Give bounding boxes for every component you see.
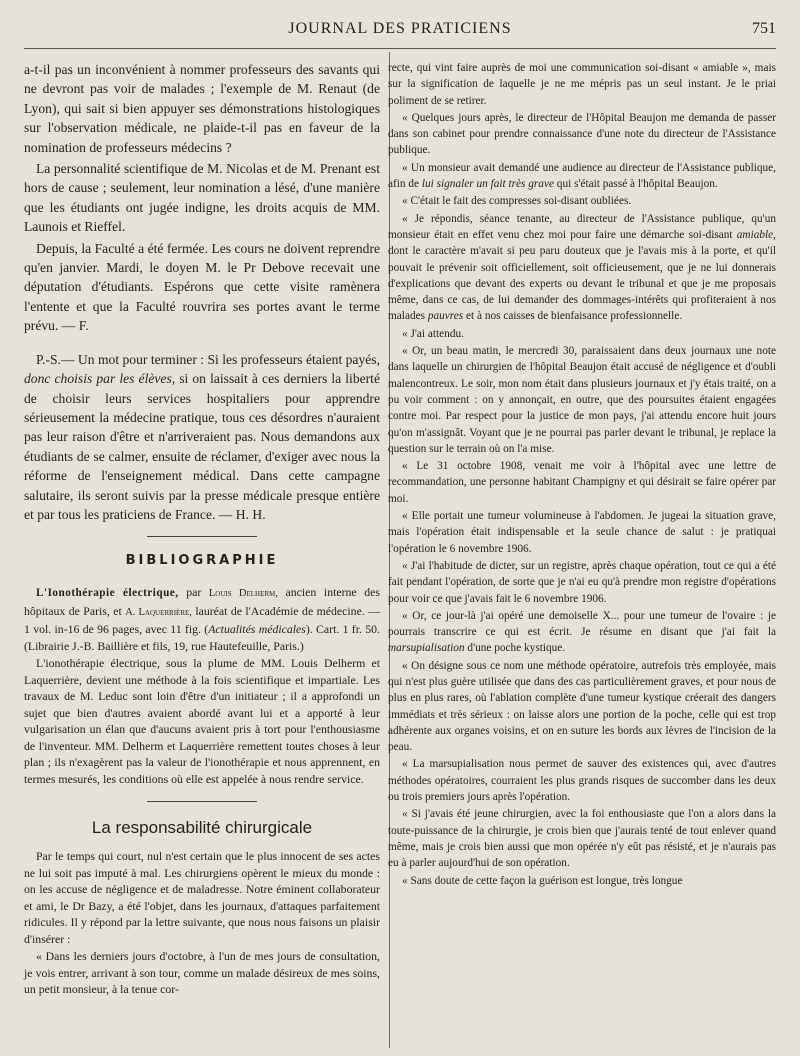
paragraph: « Le 31 octobre 1908, venait me voir à l'hôpital avec une lettre de recommandation, une personne habitant Champigny et qui désirait se faire opérer par moi.	[388, 460, 776, 505]
author-name: Louis Delherm,	[208, 588, 278, 600]
paragraph: « J'ai l'habitude de dicter, sur un registre, après chaque opération, tout ce qui a été fait pendant l'opération, de sorte que je n'ai eu qu'à prendre mon registre d'opérations pour voir ce que j'avais fait le 6 novembre 1906.	[388, 559, 776, 605]
page-header	[24, 20, 776, 46]
right-column	[388, 60, 776, 890]
paragraph: Par le temps qui court, nul n'est certain que le plus innocent de ses actes ne lui soit pas imputé à mal. Les chirurgiens opèrent le mieux du monde : on les accuse de négligence et de maladresse. Notre éminent collaborateur et ami, le Dr Bazy, a été l'objet, dans les journaux, d'attaques parfaitement ridicules. Il y répond par la lettre suivante, que nous nous faisons un plaisir d'insérer :	[24, 849, 380, 946]
paragraph: « C'était le fait des compresses soi-disant oubliées.	[402, 195, 632, 208]
paragraph-text: d'une poche kystique.	[464, 642, 566, 655]
paragraph-text: « Or, ce jour-là j'ai opéré une demoiselle X... pour une tumeur de l'ovaire : je pourrais transcrire ce qui est écrit. Je résume en disant que j'ai fait la	[388, 609, 776, 639]
paragraph-italic: lui signaler un fait très grave	[421, 178, 554, 191]
page-number: 751	[752, 20, 776, 37]
article-heading: La responsabilité chirurgicale	[91, 818, 313, 838]
left-column	[24, 60, 380, 999]
paragraph: « Or, un beau matin, le mercredi 30, paraissaient dans deux journaux une note dans laquelle un chirurgien de l'hôpital Beaujon était accusé de négligence et d'oubli malencontreux. Le soir, mon nom était dans plusieurs journaux et j'y étais traité, on a pu voir comment : on y annonçait, en outre, que des poursuites étaient engagées contre moi. Par respect pour la justice de mon pays, j'ai attendu encore huit jours qu'on m'assignât. Voyant que je ne pourrai pas parler devant le tribunal, je replace la question sur le terrain où on l'a mise.	[388, 345, 776, 455]
header-rule	[24, 48, 776, 49]
paragraph-text: et à nos caisses de bienfaisance professionnelle.	[463, 310, 683, 323]
paragraph-text: « Un monsieur avait demandé une audience au directeur de l'Assistance publique, afin de	[388, 161, 776, 191]
running-title: JOURNAL DES PRATICIENS	[288, 20, 512, 37]
paragraph: recte, qui vint faire auprès de moi une communication soi-disant « amiable », mais sur la signification de laquelle je ne me mépris pas un seul instant. Je le priai poliment de se retirer.	[388, 62, 776, 107]
postscript-paragraph	[24, 350, 380, 525]
paragraph: « On désigne sous ce nom une méthode opératoire, autrefois très employée, mais qui n'est plus guère utilisée que dans des cas particulièrement graves, et pour nous de plus en plus rares, où l'ablation complète d'une tumeur kystique créerait des dangers immédiats et très sérieux : on laisse alors une portion de la poche, celle qui est trop adhérente aux organes voisins, et on en suture les bords aux lèvres de l'incision de la peau.	[388, 659, 776, 754]
book-title: L'Ionothérapie électrique,	[36, 587, 179, 600]
paragraph-text: dont le caractère m'avait si peu paru douteux que je l'avais mis à la porte, et qu'il pouvait le prévenir soit officiellement, soit officieusement, que je ne lui donnerais d'explications que devant des experts ou devant le tribunal et que je me proposais même, dans ce cas, de lui demander des dommages-intérêts qui profiteraient à nos malades	[388, 245, 776, 323]
paragraph: « J'ai attendu.	[402, 327, 464, 340]
paragraph-italic: marsupialisation	[388, 642, 465, 655]
entry-text: lauréat de l'Académie de médecine. — 1 vol. in-16 de 96 pages, avec 11 fig. (	[24, 603, 380, 637]
section-rule	[147, 801, 257, 802]
entry-text: ). Cart. 1 fr. 50. (Librairie J.-B. Baillière et fils, 19, rue Hautefeuille, Paris.)	[24, 622, 381, 653]
paragraph: « Elle portait une tumeur volumineuse à l'abdomen. Je jugeai la situation grave, mais l'opération était indispensable et la seule chance de salut : je pratiquai l'opération le 6 novembre 1906.	[388, 510, 776, 555]
paragraph-text: qui s'était passé à l'hôpital Beaujon.	[553, 178, 718, 191]
postscript-text: si on laissait à ces derniers la liberté de choisir leurs services hospitaliers pour apprendre sérieusement la médecine pratique, tous ces désordres n'auraient pas leur raison d'être et n'arriveraient pas. Nous demandons aux étudiants de se calmer, ensuite de réclamer, d'exiger avec nous la réforme de l'enseignement médical. Dans cette campagne salutaire, ils seront suivis par la presse médicale presque entière et par tous les praticiens de France. — H. H.	[24, 371, 380, 522]
section-rule	[147, 536, 257, 537]
paragraph	[388, 608, 776, 657]
bibliography-entry	[24, 584, 380, 654]
postscript-text: P.-S.— Un mot pour terminer : Si les professeurs étaient payés,	[36, 351, 380, 367]
paragraph: « Sans doute de cette façon la guérison est longue, très longue	[402, 874, 683, 887]
bibliography-review: L'ionothérapie électrique, sous la plume de MM. Louis Delherm et Laquerrière, devient une méthode à la fois scientifique et impartiale. Les travaux de M. Leduc sont loin d'être d'un initiateur ; il a approfondi un sujet que bien d'autres avaient abordé avant lui et a apporté à leur vulgarisation un élan que d'aucuns avaient pris à tort pour l'enthousiasme de l'inventeur. MM. Delherm et Laquerrière remettent toutes choses à leur plan ; ils n'exagèrent pas la valeur de l'ionothérapie et nous apprennent, en termes mesurés, les conditions où elle est appelée à nous rendre service.	[24, 656, 380, 786]
entry-text: par	[178, 585, 209, 600]
paragraph: « Dans les derniers jours d'octobre, à l'un de mes jours de consultation, je vois entrer, arrivant à son tour, comme un malade désireux de mes soins, un petit monsieur, à la tenue cor-	[24, 949, 380, 997]
paragraph-italic: pauvres	[427, 310, 464, 323]
paragraph: « Si j'avais été jeune chirurgien, avec la foi enthousiaste que l'on a alors dans la toute-puissance de la chirurgie, je crois bien que j'aurais tenté de tout enlever quand même, mais je crois bien aussi que mon opérée n'y eût pas résisté, et je n'aurais pas eu à parler aujourd'hui de son opération.	[388, 808, 776, 870]
series-name: Actualités médicales	[208, 622, 306, 637]
paragraph: Depuis, la Faculté a été fermée. Les cours ne doivent reprendre qu'en janvier. Mardi, le doyen M. le Pr Debove recevait une députation d'étudiants. Espérons que cette visite ramènera l'entente et que la Faculté rouvrira ses portes avant le terme prévu. — F.	[24, 240, 380, 334]
paragraph-text: « Je répondis, séance tenante, au directeur de l'Assistance publique, qu'un monsieur était en effet venu chez moi pour faire une démarche soi-disant	[388, 212, 776, 241]
author-name: A. Laquerrière,	[125, 606, 192, 618]
postscript-italic: donc choisis par les élèves,	[24, 371, 176, 387]
entry-text: ancien interne des hôpitaux de Paris, et	[24, 585, 381, 618]
paragraph	[388, 160, 776, 193]
paragraph	[388, 211, 776, 325]
paragraph-italic: amiable,	[736, 228, 776, 241]
bibliography-heading: BIBLIOGRAPHIE	[125, 553, 279, 569]
paragraph: « Quelques jours après, le directeur de l'Hôpital Beaujon me demanda de passer dans son cabinet pour prendre connaissance d'une note du directeur de l'Assistance publique.	[388, 111, 776, 157]
paragraph: a-t-il pas un inconvénient à nommer professeurs des savants qui ne devront pas voir de malades ; l'exemple de M. Renaut (de Lyon), qui sait si bien appuyer ses démonstrations histologiques sur l'observation médicale, ne plaide-t-il pas en faveur de la nomination de professeurs médecins ?	[24, 62, 380, 155]
paragraph: « La marsupialisation nous permet de sauver des existences qui, avec d'autres méthodes opératoires, courraient les plus grands risques de succomber dans les deux ou trois premiers jours après l'opération.	[388, 758, 776, 804]
paragraph: La personnalité scientifique de M. Nicolas et de M. Prenant est hors de cause ; seulement, leur nomination a lésé, d'une manière que les étudiants ont jugée indigne, les droits acquis de MM. Launois et Rieffel.	[24, 161, 380, 235]
